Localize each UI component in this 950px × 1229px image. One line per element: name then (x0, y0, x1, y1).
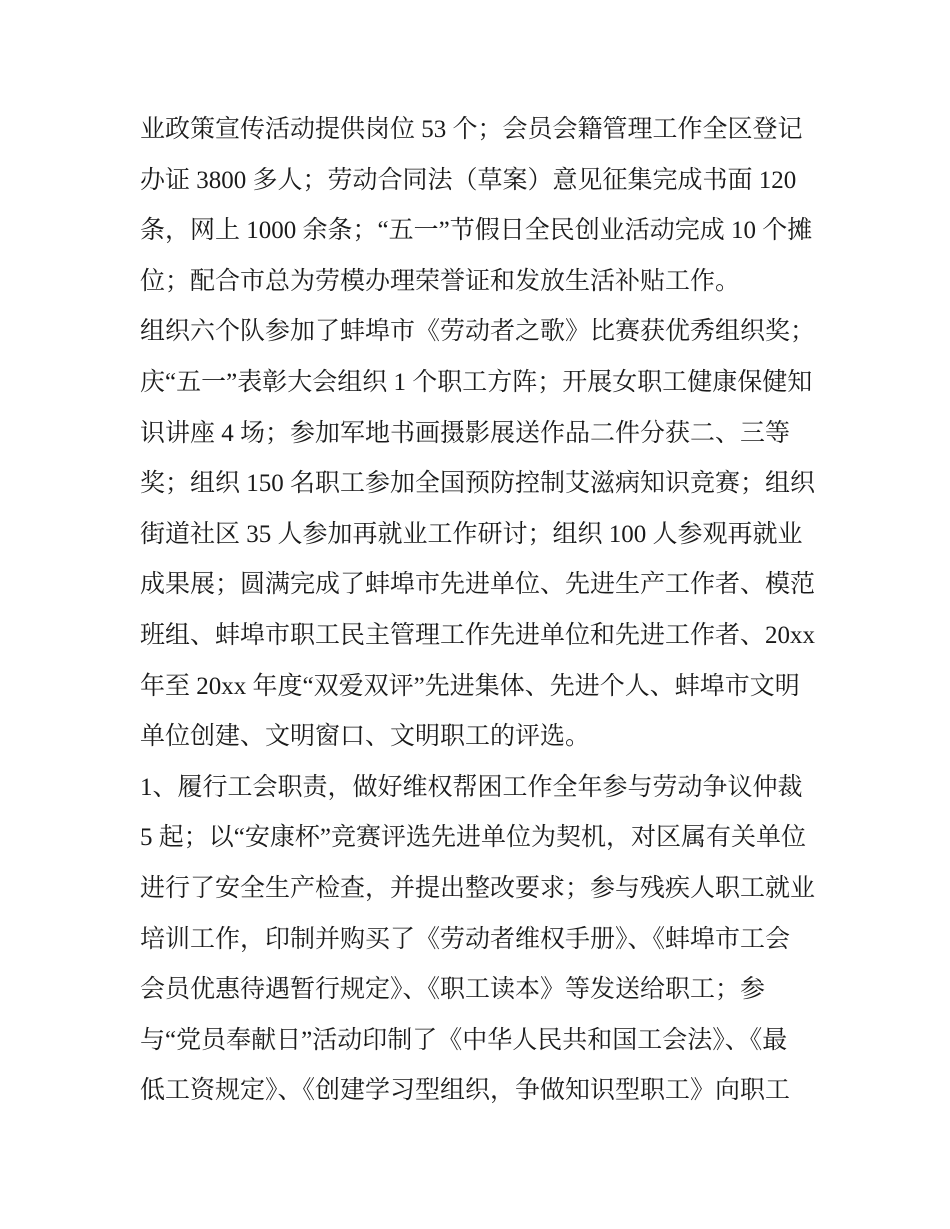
text-line: 5 起；以“安康杯”竞赛评选先进单位为契机，对区属有关单位 (140, 824, 806, 852)
text-line: 庆“五一”表彰大会组织 1 个职工方阵；开展女职工健康保健知 (140, 368, 813, 396)
text-line: 单位创建、文明窗口、文明职工的评选。 (140, 723, 591, 751)
text-line: 成果展；圆满完成了蚌埠市先进单位、先进生产工作者、模范 (140, 571, 816, 599)
text-line: 会员优惠待遇暂行规定》、《职工读本》等发送给职工；参 (140, 976, 766, 1004)
text-line: 1、履行工会职责，做好维权帮困工作全年参与劳动争议仲裁 (140, 773, 803, 801)
text-line: 组织六个队参加了蚌埠市《劳动者之歌》比赛获优秀组织奖； (140, 318, 816, 346)
text-line: 街道社区 35 人参加再就业工作研讨；组织 100 人参观再就业 (140, 520, 803, 548)
text-line: 奖；组织 150 名职工参加全国预防控制艾滋病知识竞赛；组织 (140, 470, 816, 498)
text-line: 业政策宣传活动提供岗位 53 个；会员会籍管理工作全区登记 (140, 116, 803, 143)
text-line: 办证 3800 多人；劳动合同法（草案）意见征集完成书面 120 (140, 166, 797, 194)
text-line: 年至 20xx 年度“双爱双评”先进集体、先进个人、蚌埠市文明 (140, 672, 800, 700)
text-line: 进行了安全生产检查，并提出整改要求；参与残疾人职工就业 (140, 874, 816, 902)
text-line: 培训工作，印制并购买了《劳动者维权手册》、《蚌埠市工会 (140, 925, 791, 953)
text-line: 低工资规定》、《创建学习型组织，争做知识型职工》向职工 (140, 1077, 791, 1105)
document-body (140, 105, 820, 1117)
text-line: 位；配合市总为劳模办理荣誉证和发放生活补贴工作。 (140, 267, 741, 295)
text-line: 班组、蚌埠市职工民主管理工作先进单位和先进工作者、20xx (140, 621, 816, 649)
text-line: 与“党员奉献日”活动印制了《中华人民共和国工会法》、《最 (140, 1026, 788, 1054)
text-line: 条，网上 1000 余条；“五一”节假日全民创业活动完成 10 个摊 (140, 217, 813, 245)
text-line: 识讲座 4 场；参加军地书画摄影展送作品二件分获二、三等 (140, 419, 791, 447)
